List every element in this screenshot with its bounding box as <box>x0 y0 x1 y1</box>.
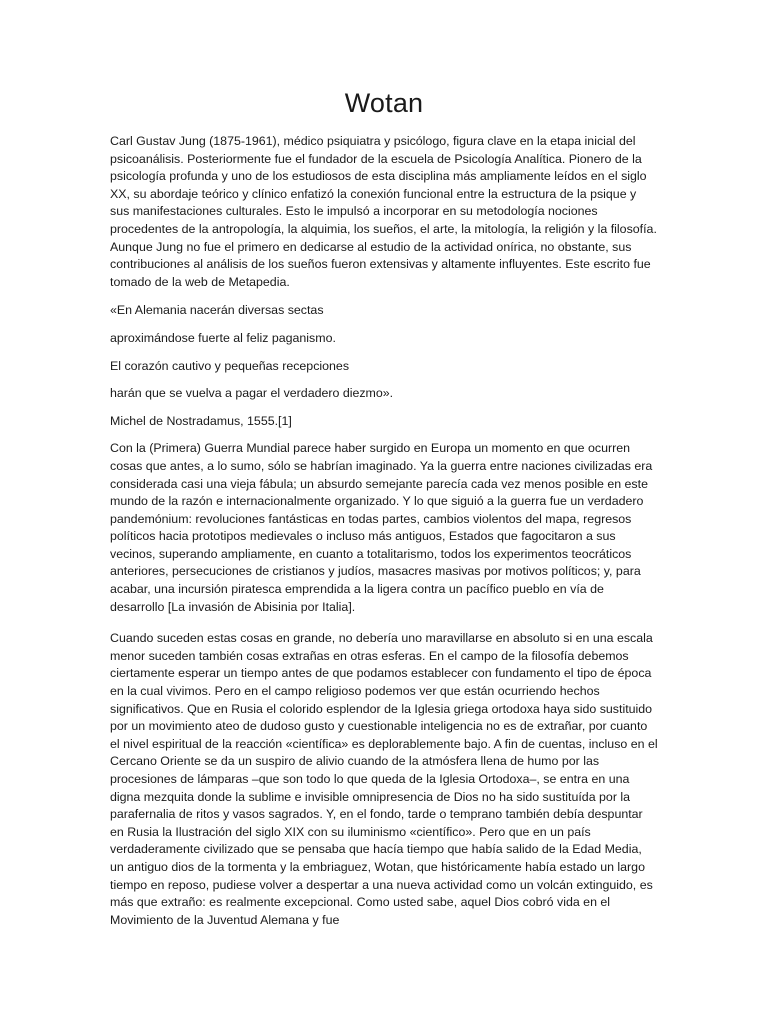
document-title: Wotan <box>344 88 424 118</box>
body-paragraph-1: Con la (Primera) Guerra Mundial parece haber surgido en Europa un momento en que ocurren cosas que antes, a lo sumo, sólo se habrían imaginado. Ya la guerra entre naciones civilizadas era considerada casi una vieja fábula; un absurdo semejante parecía cada vez menos posible en este mundo de la razón e internacionalmente organizado. Y lo que siguió a la guerra fue un verdadero pandemónium: revoluciones fantásticas en todas partes, cambios violentos del mapa, regresos políticos hacia prototipos medievales o incluso más antiguos, Estados que fagocitaron a sus vecinos, superando ampliamente, en cuanto a totalitarismo, todos los experimentos teocráticos anteriores, persecuciones de cristianos y judíos, masacres masivas por motivos políticos; y, para acabar, una incursión piratesca emprendida a la ligera contra un pacífico pueblo en vía de desarrollo [La invasión de Abisinia por Italia]. <box>110 441 653 614</box>
verse-line-3: El corazón cautivo y pequeñas recepciones <box>110 358 350 373</box>
verse-line-1: «En Alemania nacerán diversas sectas <box>110 303 324 318</box>
intro-paragraph: Carl Gustav Jung (1875-1961), médico psiquiatra y psicólogo, figura clave en la etapa inicial del psicoanálisis. Posteriormente fue el fundador de la escuela de Psicología Analítica. Pionero de la psicología profunda y uno de los estudiosos de esta disciplina más ampliamente leídos en el siglo XX, su abordaje teórico y clínico enfatizó la conexión funcional entre la estructura de la psique y sus manifestaciones culturales. Esto le impulsó a incorporar en su metodología nociones procedentes de la antropología, la alquimia, los sueños, el arte, la mitología, la religión y la filosofía. Aunque Jung no fue el primero en dedicarse al estudio de la actividad onírica, no obstante, sus contribuciones al análisis de los sueños fueron extensivas y altamente influyentes. Este escrito fue tomado de la web de Metapedia. <box>110 134 657 289</box>
verse-line-4: harán que se vuelva a pagar el verdadero diezmo». <box>110 386 394 401</box>
body-paragraph-2: Cuando suceden estas cosas en grande, no debería uno maravillarse en absoluto si en una escala menor suceden también cosas extrañas en otras esferas. En el campo de la filosofía debemos ciertamente esperar un tiempo antes de que podamos establecer con fundamento el tipo de época en la cual vivimos. Pero en el campo religioso podemos ver que están ocurriendo hechos significativos. Que en Rusia el colorido esplendor de la Iglesia griega ortodoxa haya sido sustituido por un movimiento ateo de dudoso gusto y cuestionable inteligencia no es de extrañar, por cuanto el nivel espiritual de la reacción «científica» es deplorablemente bajo. A fin de cuentas, incluso en el Cercano Oriente se da un suspiro de alivio cuando de la atmósfera llena de humo por las procesiones de lámparas –que son todo lo que queda de la Iglesia Ortodoxa–, se entra en una digna mezquita donde la sublime e invisible omnipresencia de Dios no ha sido sustituída por la parafernalia de ritos y vasos sagrados. Y, en el fondo, tarde o temprano también debía despuntar en Rusia la Ilustración del siglo XIX con su iluminismo «científico». Pero que en un país verdaderamente civilizado que se pensaba que hacía tiempo que había salido de la Edad Media, un antiguo dios de la tormenta y la embriaguez, Wotan, que históricamente había estado un largo tiempo en reposo, pudiese volver a despertar a una nueva actividad como un volcán extinguido, es más que extraño: es realmente excepcional. Como usted sabe, aquel Dios cobró vida en el Movimiento de la Juventud Alemana y fue <box>110 631 658 927</box>
verse-attribution: Michel de Nostradamus, 1555.[1] <box>110 413 292 428</box>
verse-line-2: aproximándose fuerte al feliz paganismo. <box>110 330 336 345</box>
